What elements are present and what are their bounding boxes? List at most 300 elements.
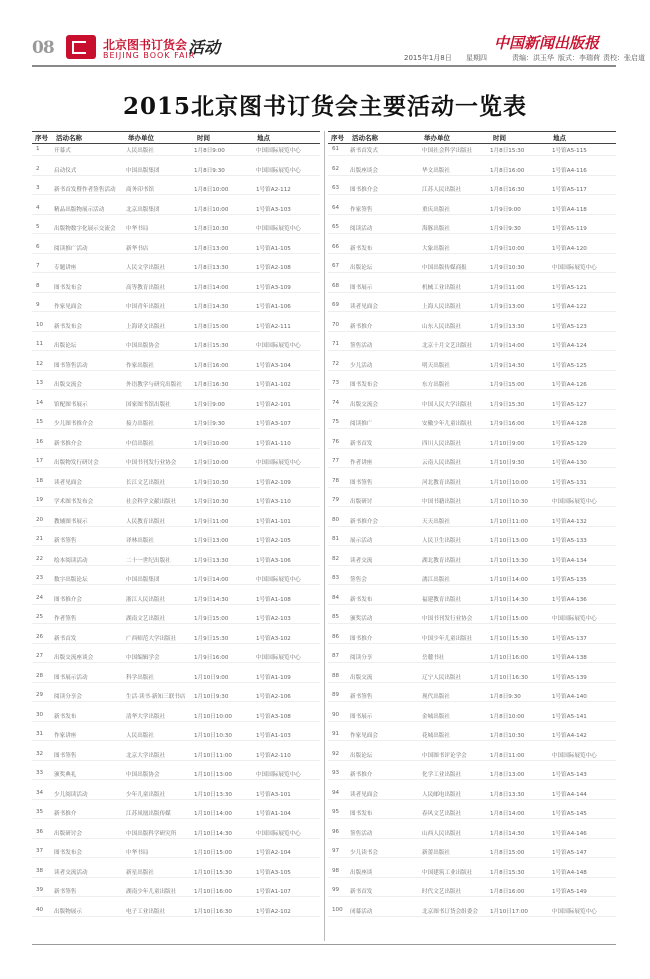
cell-org: 中国出版协会 [126, 343, 160, 349]
cell-loc: 1号馆A4-126 [552, 382, 587, 388]
table-row [328, 554, 616, 566]
cell-name: 作家见面会 [54, 304, 82, 310]
cell-name: 新书首发 [54, 635, 77, 642]
cell-num: 99 [332, 887, 340, 893]
cell-loc: 1号馆A4-130 [552, 460, 587, 466]
cell-name: 出版座谈会 [350, 167, 378, 174]
cell-num: 32 [36, 750, 44, 757]
cell-name: 图书发布会 [350, 382, 378, 388]
cell-time: 1月8日11:00 [490, 752, 525, 759]
cell-loc: 1号馆A5-137 [552, 635, 587, 642]
header-organizer: 举办单位 [128, 134, 154, 142]
table-row [328, 300, 616, 312]
cell-time: 1月8日16:00 [194, 362, 229, 369]
cell-name: 专题讲座 [54, 265, 77, 271]
cell-num: 75 [332, 419, 340, 425]
table-row [32, 632, 320, 644]
cell-name: 新书发布 [350, 596, 373, 603]
cell-time: 1月8日16:00 [490, 167, 525, 174]
cell-org: 云南人民出版社 [422, 460, 462, 466]
cell-time: 1月10日10:30 [194, 733, 232, 739]
cell-time: 1月9日11:00 [490, 284, 525, 291]
header-number: 序号 [331, 134, 344, 142]
cell-name: 出版交流 [350, 674, 373, 681]
cell-time: 1月10日15:30 [490, 635, 528, 642]
header-organizer: 举办单位 [424, 134, 450, 142]
cell-time: 1月9日10:30 [490, 265, 525, 271]
cell-time: 1月9日11:00 [194, 518, 229, 525]
cell-name: 读者交流 [350, 557, 373, 564]
table-row [32, 183, 320, 195]
cell-num: 86 [332, 633, 340, 640]
cell-loc: 1号馆A5-125 [552, 362, 587, 369]
cell-org: 中国编辑学会 [126, 655, 160, 661]
table-row [328, 749, 616, 761]
cell-time: 1月10日13:30 [194, 791, 232, 798]
cell-name: 新书首发暨作者签售活动 [54, 187, 116, 193]
cell-loc: 1号馆A4-122 [552, 304, 587, 310]
table-row [328, 339, 616, 351]
cell-loc: 1号馆A3-101 [256, 791, 291, 798]
cell-time: 1月10日10:00 [490, 479, 528, 486]
cell-time: 1月8日14:00 [490, 811, 525, 817]
cell-loc: 1号馆A1-108 [256, 596, 291, 603]
cell-loc: 中国国际展览中心 [256, 343, 301, 349]
cell-time: 1月10日14:30 [490, 596, 528, 603]
cell-num: 63 [332, 185, 340, 191]
cell-time: 1月9日10:00 [490, 245, 525, 252]
cell-loc: 1号馆A2-102 [256, 908, 291, 915]
cell-time: 1月9日13:30 [490, 323, 525, 330]
cell-name: 阅读分享 [350, 655, 373, 661]
cell-name: 读者见面会 [350, 304, 378, 310]
table-row [32, 768, 320, 780]
cell-org: 福建教育出版社 [422, 596, 462, 603]
cell-org: 河北教育出版社 [422, 479, 462, 486]
cell-time: 1月8日13:30 [490, 791, 525, 798]
cell-name: 图书发布 [350, 811, 373, 817]
cell-time: 1月10日16:30 [194, 908, 232, 915]
cell-num: 4 [36, 204, 40, 211]
cell-time: 1月8日15:00 [490, 850, 525, 856]
cell-org: 清华大学出版社 [126, 713, 166, 720]
table-row [32, 905, 320, 917]
header-time: 时间 [197, 134, 210, 142]
cell-org: 岳麓书社 [422, 655, 445, 661]
cell-name: 新书首发 [350, 440, 373, 447]
designer-credit: 版式：李瑞荷 [558, 54, 600, 62]
cell-org: 作家出版社 [126, 362, 154, 369]
cell-num: 69 [332, 302, 340, 308]
cell-time: 1月8日10:00 [194, 187, 229, 193]
cell-num: 36 [36, 828, 44, 835]
cell-org: 商务印书馆 [126, 187, 154, 193]
cell-loc: 1号馆A1-106 [256, 304, 291, 310]
cell-org: 大象出版社 [422, 245, 450, 252]
table-row [328, 827, 616, 839]
cell-time: 1月8日15:30 [490, 869, 525, 876]
cell-num: 22 [36, 555, 44, 562]
cell-time: 1月10日9:00 [194, 674, 229, 681]
cell-num: 74 [332, 399, 340, 406]
cell-name: 阅读推广活动 [54, 245, 88, 252]
cell-num: 80 [332, 516, 340, 523]
cell-org: 人民出版社 [126, 148, 154, 154]
cell-time: 1月8日13:30 [194, 265, 229, 271]
cell-time: 1月8日14:30 [194, 304, 229, 310]
cell-name: 出版研讨会 [54, 830, 82, 837]
cell-org: 译林出版社 [126, 538, 154, 544]
cell-name: 出版物展示 [54, 908, 82, 915]
cell-num: 31 [36, 731, 44, 737]
cell-time: 1月8日15:00 [194, 323, 229, 330]
cell-loc: 1号馆A2-103 [256, 616, 291, 622]
cell-num: 94 [332, 789, 340, 796]
cell-loc: 1号馆A4-128 [552, 421, 587, 427]
cell-org: 辽宁人民出版社 [422, 674, 462, 681]
cell-org: 化学工业出版社 [422, 772, 462, 778]
cell-loc: 1号馆A5-135 [552, 577, 587, 583]
cell-name: 新书发布 [350, 245, 373, 252]
cell-org: 中国书籍出版社 [422, 499, 462, 505]
cell-time: 1月8日9:30 [194, 167, 225, 174]
cell-loc: 中国国际展览中心 [256, 830, 301, 837]
table-row [328, 905, 616, 917]
cell-name: 图书推介会 [54, 596, 82, 603]
cell-name: 新书发布会 [54, 323, 82, 330]
header-activity: 活动名称 [56, 134, 82, 142]
cell-org: 中国出版科学研究所 [126, 830, 177, 837]
cell-time: 1月8日16:00 [490, 889, 525, 895]
table-row [32, 749, 320, 761]
cell-org: 社会科学文献出版社 [126, 499, 177, 505]
cell-time: 1月8日15:30 [490, 148, 525, 154]
cell-num: 85 [332, 614, 340, 620]
cell-loc: 中国国际展览中心 [256, 226, 301, 232]
cell-time: 1月8日14:30 [490, 830, 525, 837]
newspaper-masthead: 中国新闻出版报 [494, 34, 600, 52]
cell-org: 中华书局 [126, 850, 149, 856]
cell-time: 1月10日15:00 [490, 616, 528, 622]
table-row [32, 554, 320, 566]
cell-time: 1月10日17:00 [490, 908, 528, 915]
cell-name: 颁奖典礼 [54, 772, 77, 778]
cell-org: 安徽少年儿童出版社 [422, 421, 473, 427]
cell-num: 23 [36, 575, 44, 581]
cell-org: 接力出版社 [126, 421, 154, 427]
cell-loc: 1号馆A4-118 [552, 206, 587, 213]
cell-loc: 1号馆A3-109 [256, 284, 291, 291]
cell-time: 1月8日10:30 [194, 226, 229, 232]
cell-name: 数字出版论坛 [54, 577, 88, 583]
cell-time: 1月8日16:30 [490, 187, 525, 193]
cell-time: 1月10日16:30 [490, 674, 528, 681]
header-activity: 活动名称 [352, 134, 378, 142]
table-row [32, 827, 320, 839]
cell-loc: 1号馆A4-146 [552, 830, 587, 837]
cell-name: 图书签售活动 [54, 362, 88, 369]
brand-name-cn: 北京图书订货会 [103, 38, 188, 52]
cell-name: 作者签售 [54, 616, 77, 622]
table-column-left [32, 131, 320, 941]
cell-time: 1月9日9:30 [490, 226, 521, 232]
cell-org: 中国书刊发行业协会 [422, 616, 473, 622]
cell-org: 山西人民出版社 [422, 830, 462, 837]
cell-time: 1月9日15:00 [194, 616, 229, 622]
cell-org: 中国建筑工业出版社 [422, 869, 473, 876]
cell-num: 73 [332, 380, 340, 386]
cell-time: 1月10日9:00 [490, 440, 525, 447]
cell-loc: 1号馆A4-124 [552, 343, 587, 349]
cell-loc: 1号馆A2-105 [256, 538, 291, 544]
cell-name: 出版论坛 [54, 343, 77, 349]
cell-num: 8 [36, 282, 40, 289]
cell-num: 2 [36, 165, 40, 172]
cell-time: 1月10日16:00 [490, 655, 528, 661]
cell-loc: 1号馆A1-105 [256, 245, 291, 252]
header-number: 序号 [35, 134, 48, 142]
cell-num: 64 [332, 204, 340, 211]
cell-time: 1月10日14:00 [490, 577, 528, 583]
table-row [328, 846, 616, 858]
cell-org: 中信出版社 [126, 440, 154, 447]
table-row [32, 866, 320, 878]
cell-org: 人民出版社 [126, 733, 154, 739]
table-row [32, 398, 320, 410]
cell-loc: 1号馆A2-112 [256, 187, 291, 193]
cell-org: 新华书店 [126, 245, 149, 252]
cell-name: 读者见面会 [54, 479, 82, 486]
cell-org: 花城出版社 [422, 733, 450, 739]
cell-loc: 1号馆A5-127 [552, 401, 587, 408]
cell-loc: 1号馆A5-129 [552, 440, 587, 447]
cell-loc: 1号馆A4-116 [552, 167, 587, 174]
table-header [328, 131, 616, 144]
cell-loc: 1号馆A1-110 [256, 440, 291, 447]
table-row [328, 222, 616, 234]
table-row [328, 807, 616, 819]
cell-time: 1月8日15:30 [194, 343, 229, 349]
cell-name: 新书签售 [350, 694, 373, 700]
cell-num: 88 [332, 672, 340, 679]
table-row [328, 593, 616, 605]
table-row [328, 710, 616, 722]
cell-name: 图书发布会 [54, 850, 82, 856]
cell-loc: 1号馆A5-147 [552, 850, 587, 856]
cell-name: 出版交流会 [54, 382, 82, 388]
cell-time: 1月10日15:30 [194, 869, 232, 876]
table-row [32, 281, 320, 293]
cell-org: 人民邮电出版社 [422, 791, 462, 798]
cell-loc: 1号馆A4-134 [552, 557, 587, 564]
table-row [328, 651, 616, 663]
cell-name: 新书发布 [54, 713, 77, 720]
cell-time: 1月9日13:00 [490, 304, 525, 310]
cell-loc: 1号馆A4-136 [552, 596, 587, 603]
cell-name: 读者交流活动 [54, 869, 88, 876]
cell-time: 1月9日15:30 [194, 635, 229, 642]
table-row [32, 222, 320, 234]
cell-loc: 中国国际展览中心 [552, 616, 597, 622]
cell-name: 签售会 [350, 577, 367, 583]
cell-org: 浙江人民出版社 [126, 596, 166, 603]
cell-num: 37 [36, 848, 44, 854]
cell-num: 21 [36, 536, 44, 542]
table-row [32, 573, 320, 585]
cell-num: 82 [332, 555, 340, 562]
cell-name: 签售活动 [350, 343, 373, 349]
cell-loc: 1号馆A5-115 [552, 148, 587, 154]
cell-num: 71 [332, 341, 340, 347]
cell-org: 东方出版社 [422, 382, 450, 388]
cell-org: 人民文学出版社 [126, 265, 166, 271]
cell-loc: 1号馆A2-111 [256, 323, 291, 330]
cell-name: 新书推介会 [54, 440, 82, 447]
cell-org: 中国出版集团 [126, 167, 160, 174]
cell-org: 电子工业出版社 [126, 908, 166, 915]
cell-name: 学术图书发布会 [54, 499, 94, 505]
cell-num: 40 [36, 906, 44, 913]
cell-num: 92 [332, 750, 340, 757]
cell-name: 开幕式 [54, 148, 71, 154]
cell-loc: 1号馆A2-110 [256, 752, 291, 759]
cell-time: 1月8日16:30 [194, 382, 229, 388]
cell-time: 1月9日10:00 [194, 460, 229, 466]
cell-time: 1月8日10:00 [194, 206, 229, 213]
cell-org: 少年儿童出版社 [126, 791, 166, 798]
table-row [328, 320, 616, 332]
cell-num: 33 [36, 770, 44, 776]
cell-num: 79 [332, 497, 340, 503]
cell-time: 1月9日9:00 [194, 401, 225, 408]
cell-num: 12 [36, 360, 44, 367]
cell-num: 1 [36, 146, 40, 152]
table-row [32, 885, 320, 897]
table-row [32, 261, 320, 273]
cell-loc: 1号馆A2-108 [256, 265, 291, 271]
cell-name: 少儿读书会 [350, 850, 378, 856]
cell-time: 1月10日10:00 [194, 713, 232, 720]
cell-org: 中国图书评论学会 [422, 752, 467, 759]
cell-loc: 中国国际展览中心 [256, 148, 301, 154]
table-row [32, 144, 320, 156]
cell-time: 1月9日10:30 [194, 479, 229, 486]
cell-num: 38 [36, 867, 44, 874]
cell-org: 广西师范大学出版社 [126, 635, 177, 642]
cell-org: 中国社会科学出版社 [422, 148, 473, 154]
cell-name: 出版座谈 [350, 869, 373, 876]
page-number: 08 [32, 38, 54, 58]
cell-num: 66 [332, 243, 340, 250]
cell-loc: 1号馆A4-144 [552, 791, 587, 798]
cell-org: 新蕾出版社 [422, 850, 450, 856]
table-row [32, 437, 320, 449]
cell-org: 中国人民大学出版社 [422, 401, 473, 408]
cell-num: 6 [36, 243, 40, 250]
cell-org: 湖南少年儿童出版社 [126, 889, 177, 895]
cell-time: 1月9日16:00 [490, 421, 525, 427]
cell-time: 1月9日10:00 [194, 440, 229, 447]
table-row [32, 203, 320, 215]
cell-name: 图书展示活动 [54, 674, 88, 681]
cell-loc: 1号馆A5-123 [552, 323, 587, 330]
table-row [32, 807, 320, 819]
cell-loc: 1号馆A3-102 [256, 635, 291, 642]
table-row [32, 710, 320, 722]
cell-num: 65 [332, 224, 340, 230]
cell-org: 漓江出版社 [422, 577, 450, 583]
cell-name: 新书推介 [350, 323, 373, 330]
cell-time: 1月10日9:30 [490, 460, 525, 466]
cell-name: 图书推介会 [350, 187, 378, 193]
cell-loc: 1号馆A2-109 [256, 479, 291, 486]
cell-num: 89 [332, 692, 340, 698]
cell-loc: 1号馆A5-149 [552, 889, 587, 895]
cell-num: 3 [36, 185, 40, 191]
table-row [328, 378, 616, 390]
cell-loc: 1号馆A4-132 [552, 518, 587, 525]
cell-name: 新书签售 [54, 889, 77, 895]
cell-num: 35 [36, 809, 44, 815]
cell-num: 18 [36, 477, 44, 484]
cell-time: 1月9日15:30 [490, 401, 525, 408]
cell-time: 1月9日14:00 [490, 343, 525, 349]
table-row [32, 378, 320, 390]
cell-time: 1月9日13:00 [194, 538, 229, 544]
cell-name: 教辅图书展示 [54, 518, 88, 525]
cell-time: 1月9日13:30 [194, 557, 229, 564]
cell-time: 1月9日14:00 [194, 577, 229, 583]
cell-name: 签售活动 [350, 830, 373, 837]
cell-time: 1月10日11:00 [194, 752, 232, 759]
cell-name: 出版物数字化展示交流会 [54, 226, 116, 232]
cell-loc: 1号馆A3-104 [256, 362, 291, 369]
cell-loc: 1号馆A3-105 [256, 869, 291, 876]
cell-name: 少儿活动 [350, 362, 373, 369]
cell-time: 1月8日10:30 [490, 733, 525, 739]
page-title: 2015北京图书订货会主要活动一览表 [122, 93, 527, 120]
cell-num: 20 [36, 516, 44, 523]
cell-org: 生活·读书·新知三联书店 [126, 694, 186, 700]
cell-num: 29 [36, 692, 44, 698]
cell-num: 14 [36, 399, 44, 406]
cell-loc: 1号馆A1-107 [256, 889, 291, 895]
cell-loc: 1号馆A3-106 [256, 557, 291, 564]
table-row [328, 242, 616, 254]
cell-org: 科学出版社 [126, 674, 154, 681]
cell-num: 15 [36, 419, 44, 425]
cell-time: 1月9日16:00 [194, 655, 229, 661]
cell-org: 北京十月文艺出版社 [422, 343, 473, 349]
cell-org: 四川人民出版社 [422, 440, 462, 447]
cell-loc: 1号馆A1-103 [256, 733, 291, 739]
cell-loc: 1号馆A1-109 [256, 674, 291, 681]
cell-name: 图书发布会 [54, 284, 82, 291]
table-row [328, 768, 616, 780]
cell-loc: 1号馆A5-133 [552, 538, 587, 544]
cell-loc: 1号馆A5-141 [552, 713, 587, 720]
cell-time: 1月10日13:00 [194, 772, 232, 778]
table-row [32, 846, 320, 858]
cell-num: 67 [332, 263, 340, 269]
cell-loc: 1号馆A2-104 [256, 850, 291, 856]
cell-time: 1月10日13:30 [490, 557, 528, 564]
table-row [32, 788, 320, 800]
cell-num: 76 [332, 438, 340, 445]
cell-loc: 中国国际展览中心 [256, 167, 301, 174]
table-row [32, 690, 320, 702]
cell-loc: 中国国际展览中心 [256, 577, 301, 583]
